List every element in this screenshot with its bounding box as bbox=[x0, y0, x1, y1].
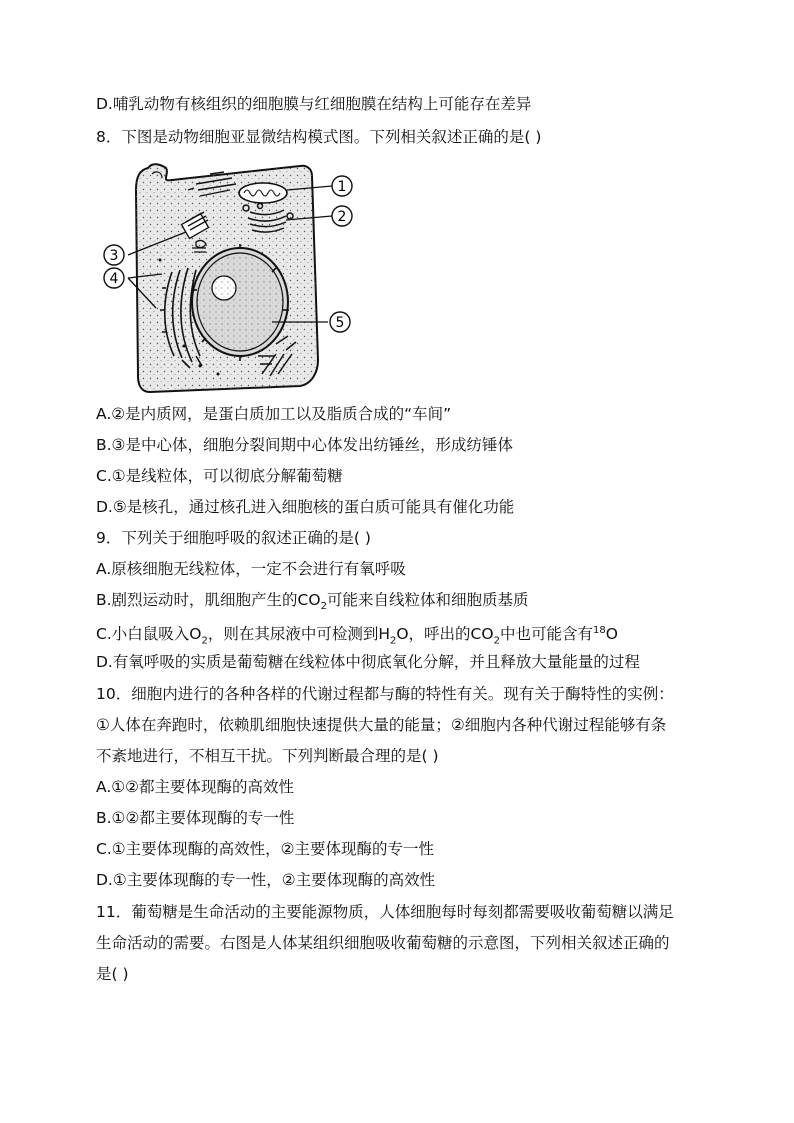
q11-stem-1: 11．葡萄糖是生命活动的主要能源物质，人体细胞每时每刻都需要吸收葡萄糖以满足 bbox=[96, 903, 674, 921]
label-2 bbox=[332, 206, 352, 226]
animal-cell-diagram bbox=[100, 160, 360, 395]
q10-option-a: A.①②都主要体现酶的高效性 bbox=[96, 778, 295, 796]
label-1-text: 1 bbox=[337, 179, 347, 195]
q7-option-d: D.哺乳动物有核组织的细胞膜与红细胞膜在结构上可能存在差异 bbox=[96, 95, 532, 113]
mitochondrion bbox=[239, 183, 287, 203]
q10-stem-2: ①人体在奔跑时，依赖肌细胞快速提供大量的能量；②细胞内各种代谢过程能够有条 bbox=[96, 716, 667, 734]
q10-option-b: B.①②都主要体现酶的专一性 bbox=[96, 809, 295, 827]
label-2-text: 2 bbox=[337, 209, 347, 225]
q9-option-c: C.小白鼠吸入$O_2$，则在其尿液中可检测到$H_2O$，呼出的$CO_2$中也可能含有$^{18}$O bbox=[96, 625, 618, 647]
label-4-text: 4 bbox=[109, 271, 119, 287]
label-3 bbox=[104, 245, 124, 265]
q8-option-b: B.③是中心体，细胞分裂间期中心体发出纺锤丝，形成纺锤体 bbox=[96, 436, 513, 454]
q8-option-d: D.⑤是核孔，通过核孔进入细胞核的蛋白质可能具有催化功能 bbox=[96, 498, 515, 516]
q9-stem: 9．下列关于细胞呼吸的叙述正确的是( ) bbox=[96, 529, 371, 547]
q8-option-a: A.②是内质网，是蛋白质加工以及脂质合成的“车间” bbox=[96, 405, 452, 423]
q8-option-c: C.①是线粒体，可以彻底分解葡萄糖 bbox=[96, 467, 343, 485]
q10-stem-1: 10．细胞内进行的各种各样的代谢过程都与酶的特性有关。现有关于酶特性的实例： bbox=[96, 685, 674, 703]
q9-option-d: D.有氧呼吸的实质是葡萄糖在线粒体中彻底氧化分解，并且释放大量能量的过程 bbox=[96, 653, 640, 671]
label-5 bbox=[330, 312, 350, 332]
q9-option-a: A.原核细胞无线粒体，一定不会进行有氧呼吸 bbox=[96, 560, 406, 578]
q9-option-b: B.剧烈运动时，肌细胞产生的$CO_2$可能来自线粒体和细胞质基质 bbox=[96, 591, 529, 613]
label-3-text: 3 bbox=[109, 248, 119, 264]
label-4 bbox=[104, 268, 124, 288]
q10-stem-3: 不紊地进行，不相互干扰。下列判断最合理的是( ) bbox=[96, 747, 439, 765]
label-5-text: 5 bbox=[335, 315, 345, 331]
label-1 bbox=[332, 176, 352, 196]
q10-option-c: C.①主要体现酶的高效性，②主要体现酶的专一性 bbox=[96, 840, 435, 858]
q10-option-d: D.①主要体现酶的专一性，②主要体现酶的高效性 bbox=[96, 871, 436, 889]
q11-stem-3: 是( ) bbox=[96, 965, 129, 983]
q8-stem: 8．下图是动物细胞亚显微结构模式图。下列相关叙述正确的是( ) bbox=[96, 128, 542, 146]
q11-stem-2: 生命活动的需要。右图是人体某组织细胞吸收葡萄糖的示意图，下列相关叙述正确的 bbox=[96, 934, 670, 952]
